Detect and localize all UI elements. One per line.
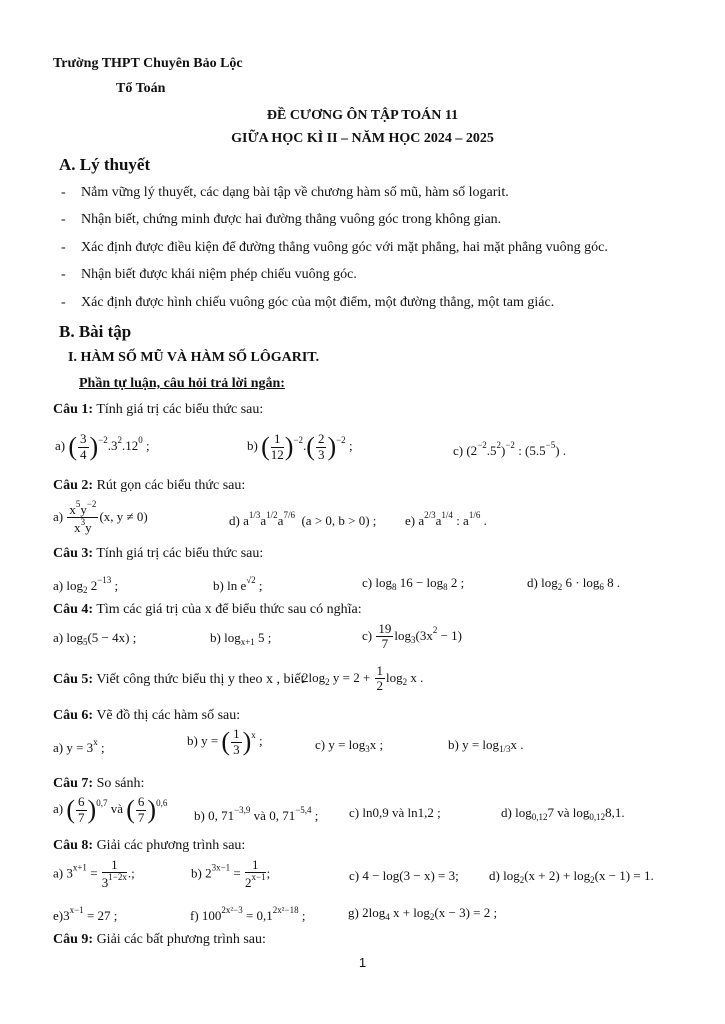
formula: c) 4 − log(3 − x) = 3;: [349, 868, 459, 883]
theory-item: Xác định được hình chiếu vuông góc của một điểm, một đường thẳng, một tam giác.: [81, 295, 555, 310]
theory-item: Nhận biết, chứng minh được hai đường thẳng vuông góc trong không gian.: [81, 212, 502, 227]
question-6: Câu 6: Vẽ đồ thị các hàm số sau:: [53, 708, 241, 723]
question-5: Câu 5: Viết công thức biểu thị y theo x , biết: [53, 672, 305, 687]
theory-item: Nắm vững lý thuyết, các dạng bài tập về chương hàm số mũ, hàm số logarit.: [81, 185, 509, 200]
question-7: Câu 7: So sánh:: [53, 776, 145, 791]
formula: b) $2^{3x-1}$ = $\frac{1}{2^{x-1}}$ ;: [191, 857, 271, 891]
formula: c) $y = \log_3x$ ;: [315, 737, 384, 754]
formula: d) $a^{1/3}a^{1/2}a^{7/6}$ (a > 0, b > 0) ;: [229, 510, 377, 528]
part-subheading: Phần tự luận, câu hỏi trả lời ngắn:: [79, 376, 285, 391]
question-3: Câu 3: Tính giá trị các biểu thức sau:: [53, 546, 264, 561]
formula: a) $\log_2 2^{-13}$ ;: [53, 575, 119, 595]
formula: c) $(2^{-2}.5^2)^{-2}$ : $(5.5^{-5})$ .: [453, 440, 567, 458]
exercises-heading: B. Bài tập: [59, 322, 132, 341]
question-2: Câu 2: Rút gọn các biểu thức sau:: [53, 478, 246, 493]
formula: d) $\log_{0,12}7$ và $\log_{0,12}8,1$.: [501, 805, 625, 822]
department-name: Tổ Toán: [116, 81, 166, 96]
formula: a) $y = 3^x$ ;: [53, 737, 105, 755]
page-number: 1: [358, 955, 367, 970]
question-9: Câu 9: Giải các bất phương trình sau:: [53, 932, 266, 947]
question-1: Câu 1: Tính giá trị các biểu thức sau:: [53, 402, 264, 417]
question-4: Câu 4: Tìm các giá trị của x để biểu thức sau có nghĩa:: [53, 602, 362, 617]
doc-subtitle: GIỮA HỌC KÌ II – NĂM HỌC 2024 – 2025: [231, 131, 494, 146]
formula: $e)3^{x-1} = 27$ ;: [53, 905, 118, 923]
question-8: Câu 8: Giải các phương trình sau:: [53, 838, 246, 853]
theory-heading: A. Lý thuyết: [59, 155, 151, 174]
formula: f) $100^{2x^2-3} = 0,1^{2x^2-18}$ ;: [190, 905, 306, 923]
formula: b) 0, $71^{-3,9}$ và 0, $71^{-5,4}$ ;: [194, 805, 319, 823]
formula: e) $a^{2/3}a^{1/4}$ : $a^{1/6}$ .: [405, 510, 487, 528]
formula: a) ( $\frac{6}{7}$ )$^{0,7}$ và ( $\frac{6}{7}$ )$^{0,6}$: [53, 794, 168, 825]
formula: g) $2\log_4$ $x + \log_2(x - 3) = 2$ ;: [348, 905, 498, 922]
formula: c) ln0,9 và ln1,2 ;: [349, 805, 441, 820]
formula: a) $3^{x+1}$ = $\frac{1}{3^{1-2x}}$ .;: [53, 857, 135, 891]
formula: b) $\log_{x+1} 5$ ;: [210, 630, 272, 647]
formula: b) $y = \log_{1/3}x$ .: [448, 737, 524, 754]
doc-title: ĐỀ CƯƠNG ÔN TẬP TOÁN 11: [266, 108, 459, 123]
theory-item: Nhận biết được khái niệm phép chiếu vuông góc.: [81, 267, 357, 282]
formula: c) $\frac{19}{7}$ $\log_3(3x^2 - 1)$: [362, 621, 462, 652]
formula: b) ( $\frac{1}{12}$ )$^{-2}$.( $\frac{2}{3}$ )$^{-2}$ ;: [247, 431, 353, 462]
formula: a) $\log_5(5 - 4x)$ ;: [53, 630, 137, 647]
formula: c) $\log_8 16 - \log_8 2$ ;: [362, 575, 465, 592]
formula: b) $\ln e^{√2}$ ;: [213, 575, 263, 593]
part-heading: I. HÀM SỐ MŨ VÀ HÀM SỐ LÔGARIT.: [68, 350, 320, 365]
theory-item: Xác định được điều kiện để đường thẳng vuông góc với mặt phẳng, hai mặt phẳng vuông góc.: [81, 240, 608, 255]
formula: a) ( $\frac{3}{4}$ )$^{-2}.3^2.12^0$ ;: [55, 431, 150, 462]
formula: d) $\log_2 6 \cdot \log_6 8$ .: [527, 575, 621, 592]
formula: b) y = ( $\frac{1}{3}$ )$^x$ ;: [187, 726, 263, 757]
formula: $2\log_2$ y = 2 + $\frac{1}{2}$ $\log_2 x$ .: [302, 663, 424, 694]
school-name: Trường THPT Chuyên Bảo Lộc: [53, 56, 243, 71]
formula: a) $\frac{x^5y^{-2}}{x^3y}$ (x, y ≠ 0): [53, 499, 148, 536]
formula: d) $\log_2(x + 2) + \log_2(x - 1) = 1$.: [489, 868, 654, 885]
